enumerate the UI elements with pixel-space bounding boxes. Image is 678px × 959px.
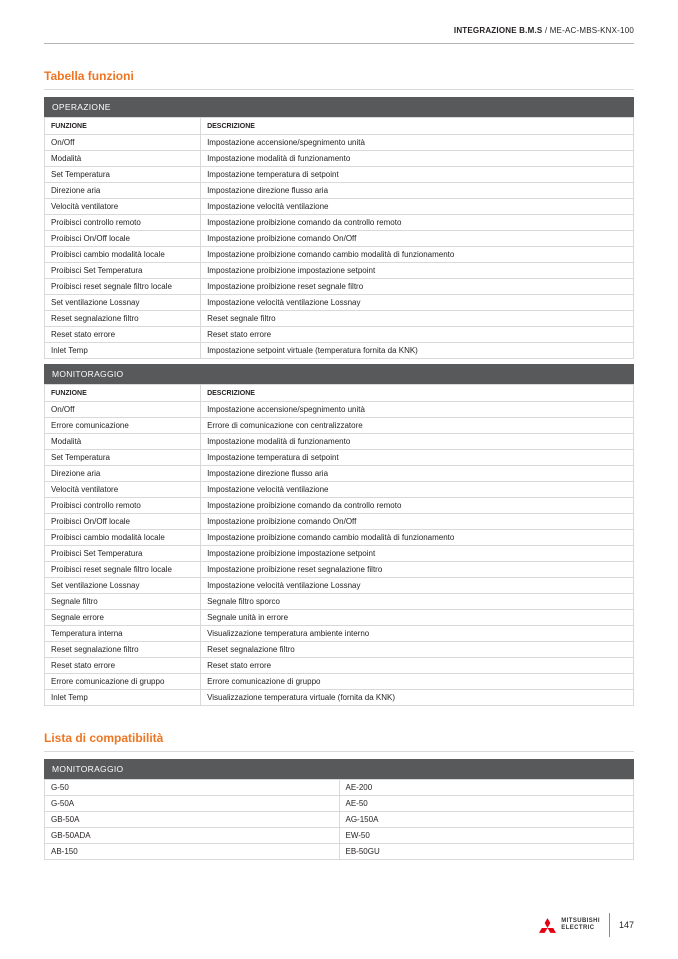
table-row xyxy=(45,247,634,263)
table-row xyxy=(45,594,634,610)
function-cell: Temperatura interna xyxy=(45,626,201,642)
header-separator: / xyxy=(542,26,550,35)
function-cell: Direzione aria xyxy=(45,183,201,199)
function-cell: Reset stato errore xyxy=(45,658,201,674)
function-cell: Reset stato errore xyxy=(201,327,634,343)
table-row xyxy=(45,658,634,674)
function-cell: Proibisci Set Temperatura xyxy=(45,546,201,562)
function-cell: Segnale errore xyxy=(45,610,201,626)
table-row xyxy=(45,844,634,860)
function-cell: Reset segnale filtro xyxy=(201,311,634,327)
page-header xyxy=(44,26,634,44)
function-cell: Visualizzazione temperatura ambiente interno xyxy=(201,626,634,642)
function-cell: Impostazione proibizione comando da controllo remoto xyxy=(201,215,634,231)
function-cell: Proibisci On/Off locale xyxy=(45,231,201,247)
table-row xyxy=(45,183,634,199)
function-cell: Errore comunicazione di gruppo xyxy=(201,674,634,690)
table-row xyxy=(45,231,634,247)
function-cell: Impostazione accensione/spegnimento unità xyxy=(201,402,634,418)
table-row xyxy=(45,610,634,626)
function-cell: Errore comunicazione di gruppo xyxy=(45,674,201,690)
function-cell: Impostazione velocità ventilazione Lossnay xyxy=(201,295,634,311)
column-header-descrizione: DESCRIZIONE xyxy=(201,385,634,402)
function-cell: Impostazione proibizione impostazione setpoint xyxy=(201,263,634,279)
function-cell: Velocità ventilatore xyxy=(45,482,201,498)
table-header-row xyxy=(45,118,634,135)
function-cell: Proibisci Set Temperatura xyxy=(45,263,201,279)
function-cell: Impostazione setpoint virtuale (temperatura fornita da KNK) xyxy=(201,343,634,359)
model-cell: EB-50GU xyxy=(339,844,634,860)
model-cell: G-50 xyxy=(45,780,340,796)
function-cell: Segnale unità in errore xyxy=(201,610,634,626)
section-title-lista-compatibilita: Lista di compatibilità xyxy=(44,731,634,752)
table-row xyxy=(45,546,634,562)
function-cell: Impostazione direzione flusso aria xyxy=(201,466,634,482)
table-row xyxy=(45,674,634,690)
table-row xyxy=(45,626,634,642)
table-row xyxy=(45,466,634,482)
table-row xyxy=(45,780,634,796)
function-cell: Proibisci controllo remoto xyxy=(45,498,201,514)
table-row xyxy=(45,828,634,844)
group-header-operazione: OPERAZIONE xyxy=(44,97,634,117)
function-cell: Modalità xyxy=(45,434,201,450)
table-row xyxy=(45,642,634,658)
table-compatibilita xyxy=(44,779,634,860)
function-cell: Velocità ventilatore xyxy=(45,199,201,215)
function-cell: Impostazione proibizione comando cambio modalità di funzionamento xyxy=(201,247,634,263)
function-cell: Proibisci cambio modalità locale xyxy=(45,247,201,263)
function-cell: Reset segnalazione filtro xyxy=(201,642,634,658)
header-section-label: INTEGRAZIONE B.M.S xyxy=(453,26,543,35)
table-row xyxy=(45,562,634,578)
model-cell: AE-200 xyxy=(339,780,634,796)
function-cell: Reset segnalazione filtro xyxy=(45,642,201,658)
table-row xyxy=(45,482,634,498)
function-cell: Impostazione modalità di funzionamento xyxy=(201,151,634,167)
function-cell: Proibisci controllo remoto xyxy=(45,215,201,231)
footer-divider xyxy=(609,913,610,937)
model-cell: G-50A xyxy=(45,796,340,812)
table-row xyxy=(45,812,634,828)
function-cell: Impostazione proibizione comando On/Off xyxy=(201,231,634,247)
group-header-monitoraggio-compat: MONITORAGGIO xyxy=(44,759,634,779)
function-cell: Impostazione temperatura di setpoint xyxy=(201,167,634,183)
table-row xyxy=(45,796,634,812)
table-row xyxy=(45,215,634,231)
table-row xyxy=(45,295,634,311)
table-row xyxy=(45,135,634,151)
function-cell: Impostazione accensione/spegnimento unità xyxy=(201,135,634,151)
table-row xyxy=(45,311,634,327)
function-cell: Proibisci On/Off locale xyxy=(45,514,201,530)
table-row xyxy=(45,402,634,418)
section-lista-compatibilita xyxy=(44,731,634,860)
brand-line-2: ELECTRIC xyxy=(561,925,595,931)
function-cell: Set Temperatura xyxy=(45,167,201,183)
function-cell: Direzione aria xyxy=(45,466,201,482)
function-cell: Impostazione modalità di funzionamento xyxy=(201,434,634,450)
function-cell: Errore comunicazione xyxy=(45,418,201,434)
function-cell: Set Temperatura xyxy=(45,450,201,466)
model-cell: GB-50A xyxy=(45,812,340,828)
function-cell: Modalità xyxy=(45,151,201,167)
function-cell: On/Off xyxy=(45,402,201,418)
table-row xyxy=(45,450,634,466)
function-cell: Errore di comunicazione con centralizzatore xyxy=(201,418,634,434)
brand-line-1: MITSUBISHI xyxy=(561,918,600,925)
model-cell: AG-150A xyxy=(339,812,634,828)
function-cell: Inlet Temp xyxy=(45,343,201,359)
function-cell: On/Off xyxy=(45,135,201,151)
function-cell: Impostazione proibizione impostazione setpoint xyxy=(201,546,634,562)
table-row xyxy=(45,343,634,359)
table-row xyxy=(45,514,634,530)
table-row xyxy=(45,418,634,434)
function-cell: Impostazione proibizione comando cambio modalità di funzionamento xyxy=(201,530,634,546)
function-cell: Proibisci reset segnale filtro locale xyxy=(45,279,201,295)
table-row xyxy=(45,199,634,215)
function-cell: Impostazione direzione flusso aria xyxy=(201,183,634,199)
brand-wordmark xyxy=(561,918,600,932)
function-cell: Reset segnalazione filtro xyxy=(45,311,201,327)
model-cell: AB-150 xyxy=(45,844,340,860)
table-header-row xyxy=(45,385,634,402)
function-cell: Set ventilazione Lossnay xyxy=(45,295,201,311)
column-header-funzione: FUNZIONE xyxy=(45,118,201,135)
table-operazione xyxy=(44,117,634,359)
function-cell: Proibisci cambio modalità locale xyxy=(45,530,201,546)
function-cell: Proibisci reset segnale filtro locale xyxy=(45,562,201,578)
function-cell: Reset stato errore xyxy=(201,658,634,674)
function-cell: Segnale filtro sporco xyxy=(201,594,634,610)
function-cell: Impostazione proibizione comando On/Off xyxy=(201,514,634,530)
function-cell: Impostazione velocità ventilazione xyxy=(201,482,634,498)
function-cell: Inlet Temp xyxy=(45,690,201,706)
mitsubishi-logo-icon xyxy=(539,918,556,933)
function-cell: Impostazione proibizione reset segnale filtro xyxy=(201,279,634,295)
table-row xyxy=(45,530,634,546)
column-header-descrizione: DESCRIZIONE xyxy=(201,118,634,135)
model-cell: AE-50 xyxy=(339,796,634,812)
function-cell: Impostazione velocità ventilazione xyxy=(201,199,634,215)
model-cell: GB-50ADA xyxy=(45,828,340,844)
table-row xyxy=(45,578,634,594)
section-title-tabella-funzioni: Tabella funzioni xyxy=(44,69,634,90)
model-cell: EW-50 xyxy=(339,828,634,844)
table-row xyxy=(45,279,634,295)
function-cell: Impostazione proibizione comando da controllo remoto xyxy=(201,498,634,514)
section-tabella-funzioni xyxy=(44,69,634,706)
header-model-code: ME-AC-MBS-KNX-100 xyxy=(549,26,634,35)
table-monitoraggio xyxy=(44,384,634,706)
table-row xyxy=(45,263,634,279)
function-cell: Set ventilazione Lossnay xyxy=(45,578,201,594)
table-row xyxy=(45,151,634,167)
function-cell: Visualizzazione temperatura virtuale (fornita da KNK) xyxy=(201,690,634,706)
group-header-monitoraggio: MONITORAGGIO xyxy=(44,364,634,384)
column-header-funzione: FUNZIONE xyxy=(45,385,201,402)
table-row xyxy=(45,690,634,706)
page-footer xyxy=(539,913,634,937)
table-row xyxy=(45,498,634,514)
function-cell: Reset stato errore xyxy=(45,327,201,343)
function-cell: Impostazione temperatura di setpoint xyxy=(201,450,634,466)
function-cell: Segnale filtro xyxy=(45,594,201,610)
table-row xyxy=(45,327,634,343)
function-cell: Impostazione velocità ventilazione Lossnay xyxy=(201,578,634,594)
table-row xyxy=(45,167,634,183)
function-cell: Impostazione proibizione reset segnalazione filtro xyxy=(201,562,634,578)
page-number: 147 xyxy=(618,920,634,930)
table-row xyxy=(45,434,634,450)
